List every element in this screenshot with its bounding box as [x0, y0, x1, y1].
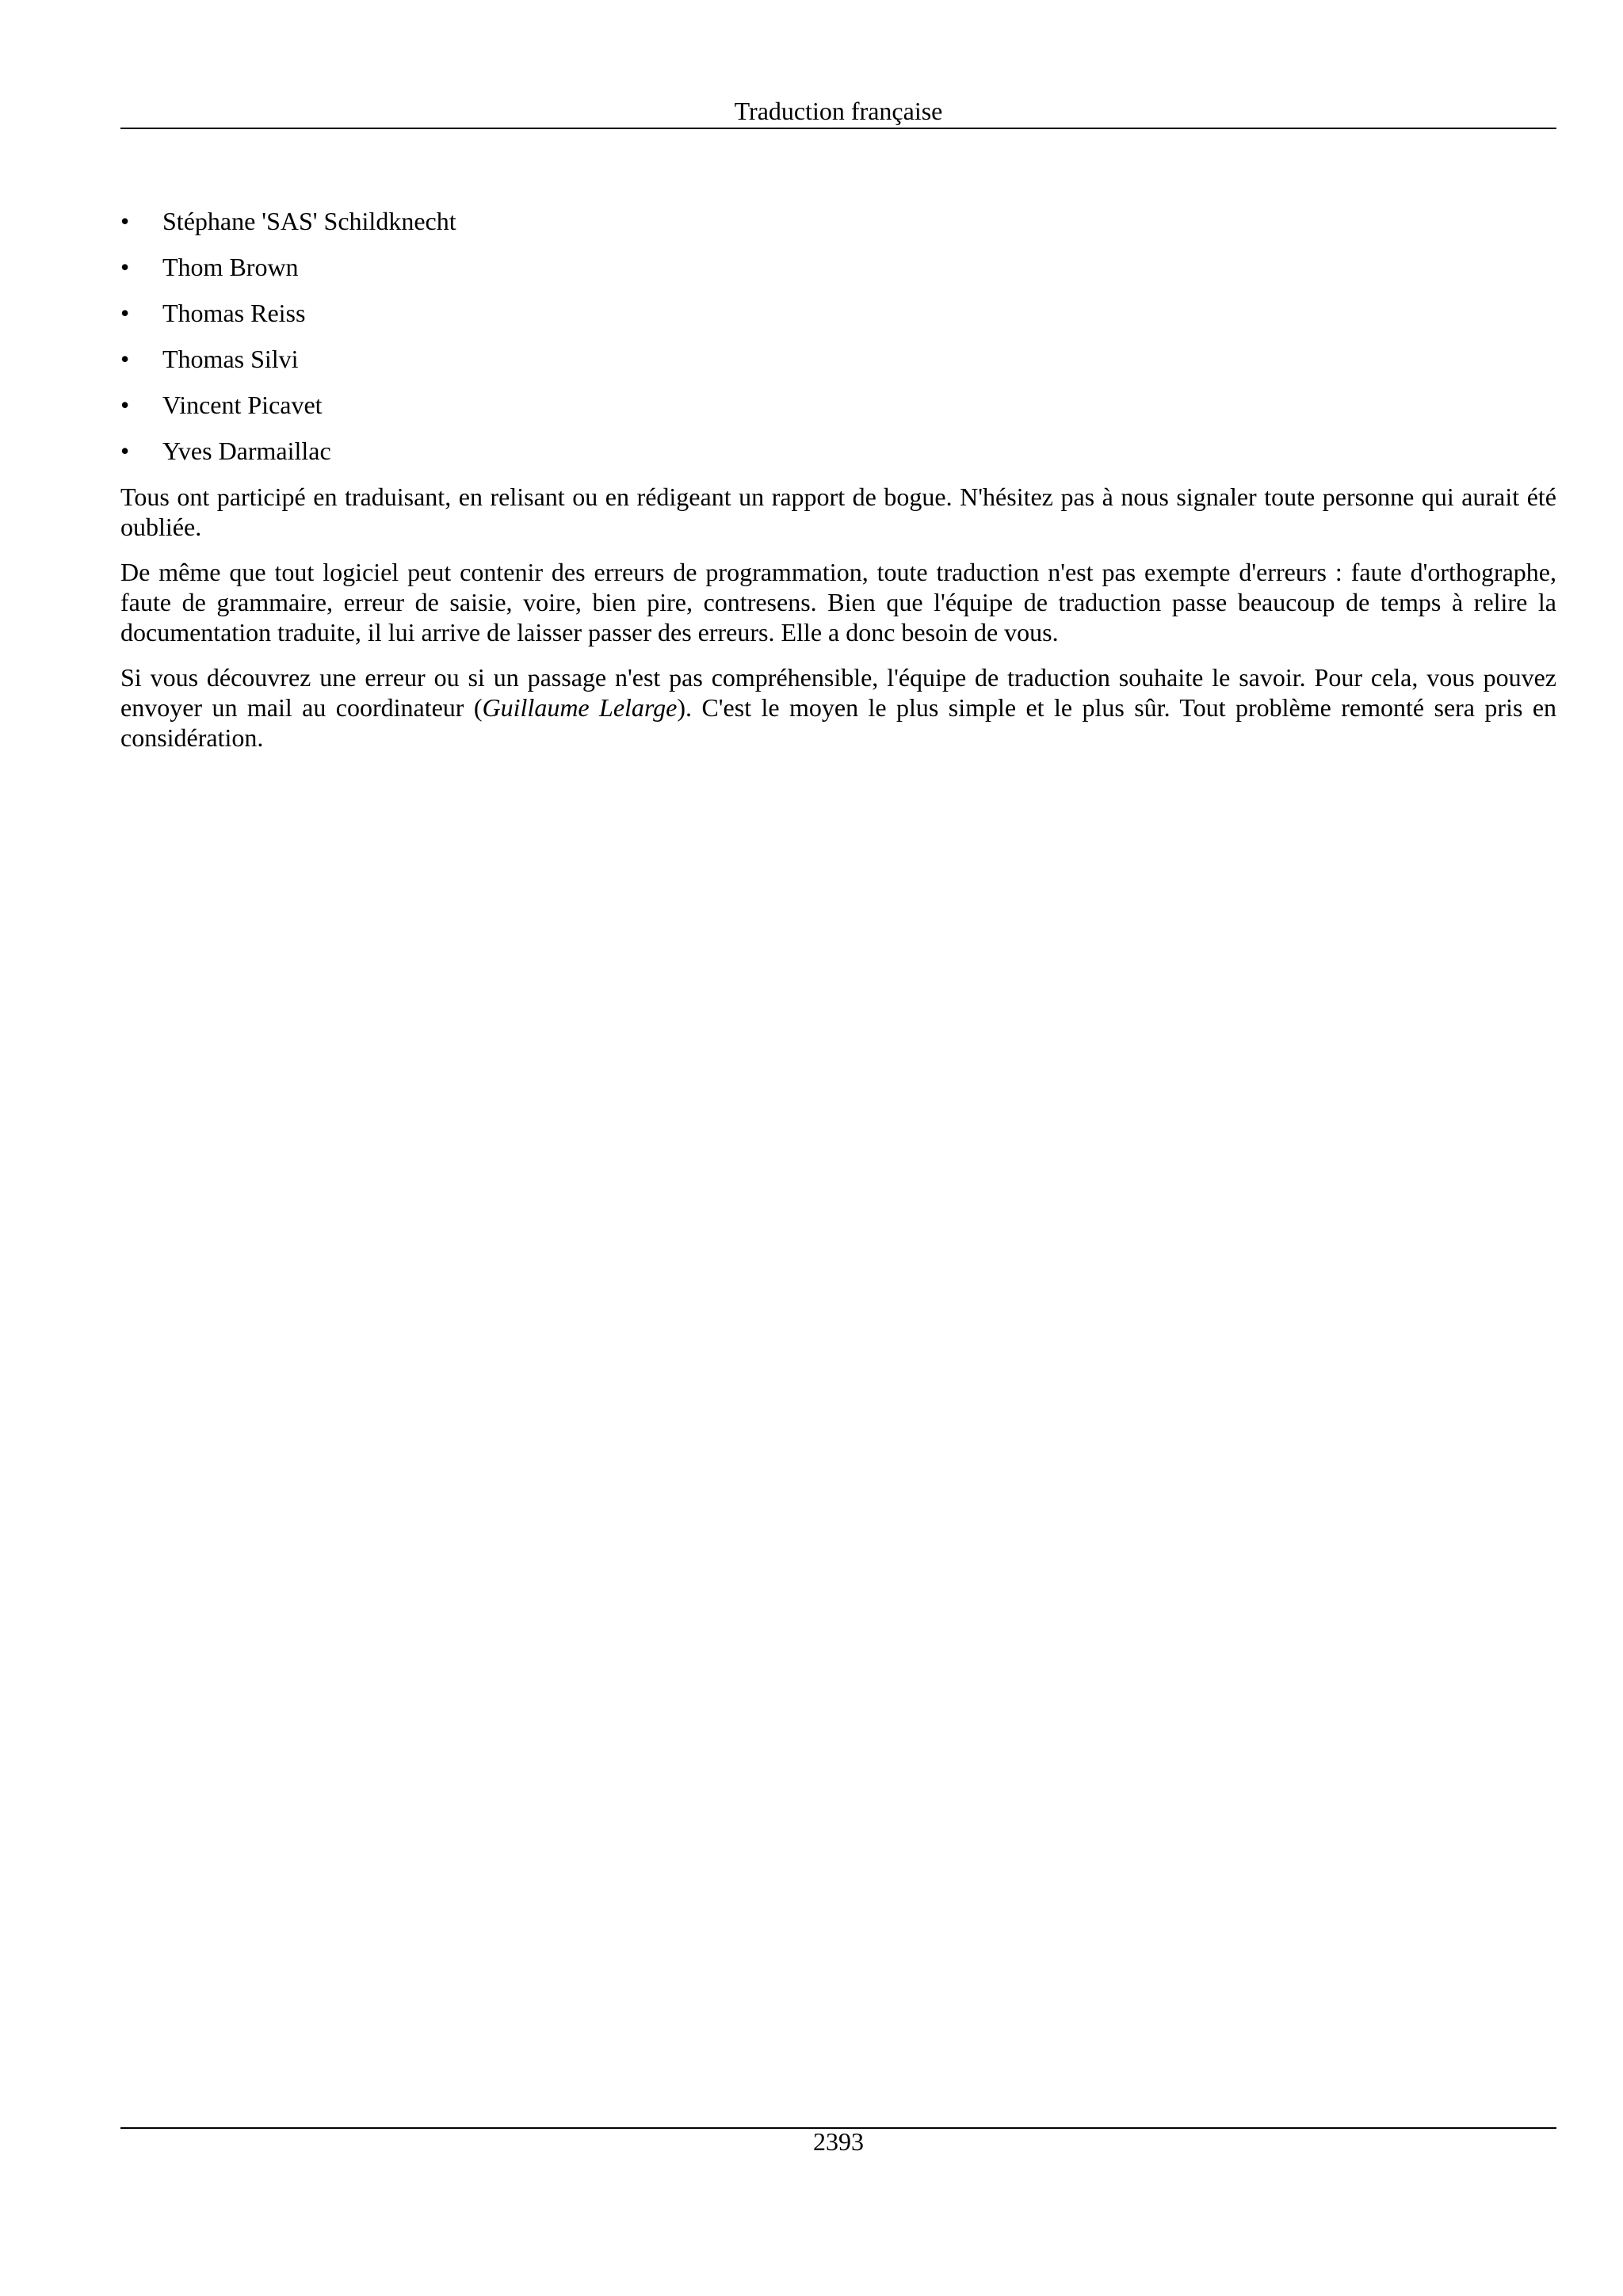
list-item [120, 390, 1556, 420]
page-number: 2393 [813, 2127, 864, 2156]
report-text-after: ). C'est le moyen le plus simple et le plus sûr. Tout problème remonté sera pris en considération. [120, 693, 1557, 752]
bullet-icon: • [120, 253, 130, 281]
list-item [120, 436, 1556, 466]
contributor-name: Thom Brown [162, 253, 299, 281]
list-item [120, 206, 1556, 236]
report-paragraph [120, 662, 1556, 753]
list-item [120, 298, 1556, 328]
header-rule [120, 128, 1556, 129]
bullet-icon: • [120, 391, 130, 419]
contributor-name: Thomas Reiss [162, 299, 306, 327]
bullet-icon: • [120, 437, 130, 465]
bullet-icon: • [120, 299, 130, 327]
contributor-name: Thomas Silvi [162, 345, 299, 373]
coordinator-name: Guillaume Lelarge [482, 693, 678, 722]
running-header: Traduction française [734, 97, 943, 125]
page-content [120, 206, 1556, 768]
bullet-icon: • [120, 345, 130, 373]
contributor-name: Yves Darmaillac [162, 437, 331, 465]
errors-paragraph: De même que tout logiciel peut contenir des erreurs de programmation, toute traduction n'est pas exempte d'erreurs : faute d'orthographe, faute de grammaire, erreur de saisie, voire, bien pire, contresens. Bien que l'équipe de traduction passe beaucoup de temps à relire la documentation traduite, il lui arrive de laisser passer des erreurs. Elle a donc besoin de vous. [120, 558, 1556, 646]
report-text-before: Si vous découvrez une erreur ou si un passage n'est pas compréhensible, l'équipe de traduction souhaite le savoir. Pour cela, vous pouvez envoyer un mail au coordinateur ( [120, 663, 1556, 722]
bullet-icon: • [120, 207, 130, 235]
contributor-name: Stéphane 'SAS' Schildknecht [162, 207, 456, 235]
contributor-list [120, 206, 1556, 466]
contributor-name: Vincent Picavet [162, 391, 323, 419]
list-item [120, 252, 1556, 282]
acknowledgement-paragraph: Tous ont participé en traduisant, en relisant ou en rédigeant un rapport de bogue. N'hésitez pas à nous signaler toute personne qui aurait été oubliée. [120, 482, 1556, 541]
list-item [120, 344, 1556, 374]
